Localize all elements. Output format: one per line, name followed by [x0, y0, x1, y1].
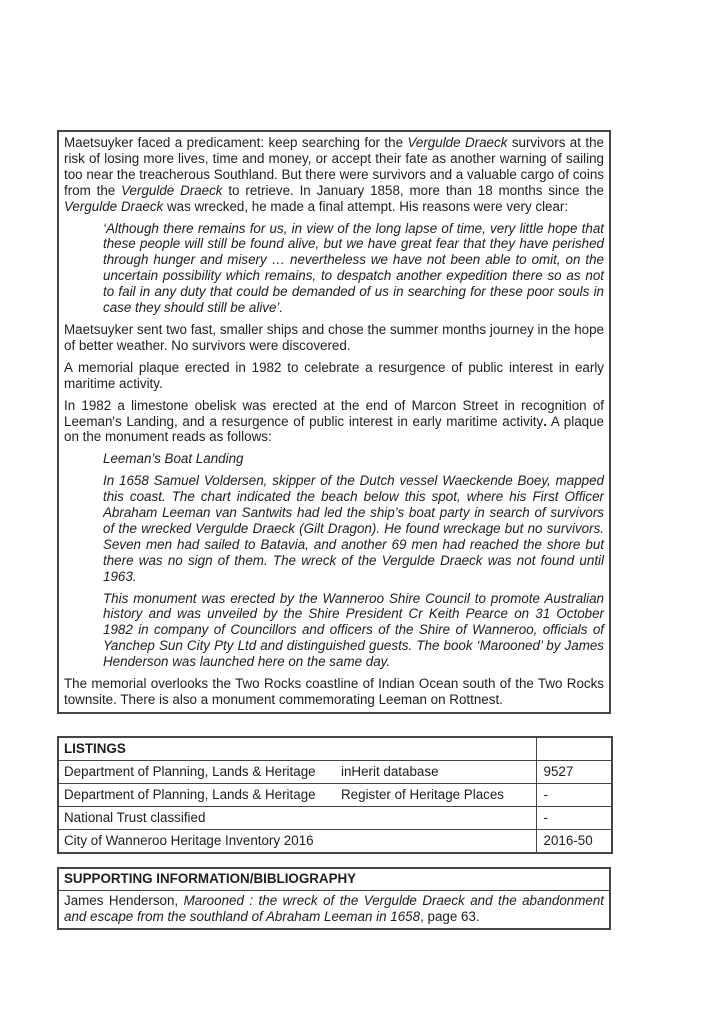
listings-row [58, 783, 612, 806]
listing-register-name [336, 806, 536, 829]
paragraph: In 1658 Samuel Voldersen, skipper of the Dutch vessel Waeckende Boey, mapped this coast. The chart indicated the beach below this spot, where his First Officer Abraham Leeman van Santwits had led the ship’s boat party in search of survivors of the wrecked Vergulde Draeck (Gilt Dragon). He found wreckage but no survivors. Seven men had sailed to Batavia, and another 69 men had reached the shore but there was no sign of them. The wreck of the Vergulde Draeck was not found until 1963. [103, 473, 604, 584]
listing-organisation: Department of Planning, Lands & Heritage [58, 760, 336, 783]
paragraph: The memorial overlooks the Two Rocks coastline of Indian Ocean south of the Two Rocks townsite. There is also a monument commemorating Leeman on Rottnest. [64, 676, 604, 707]
paragraph: Leeman’s Boat Landing [103, 451, 244, 467]
listing-register-name: Register of Heritage Places [336, 783, 536, 806]
page-content [57, 130, 611, 930]
paragraph: A memorial plaque erected in 1982 to celebrate a resurgence of public interest in early maritime activity. [64, 359, 604, 391]
paragraph: In 1982 a limestone obelisk was erected at the end of Marcon Street in recognition of Leeman's Landing, and a resurgence of public interest in early maritime activity. A plaque on the monument reads as follows: [64, 397, 605, 445]
listings-row [58, 829, 612, 853]
listing-reference-number: 2016-50 [536, 829, 612, 853]
bibliography-entry: James Henderson, Marooned : the wreck of the Vergulde Draeck and the abandonment and escape from the southland of Abraham Leeman in 1658, page 63. [64, 892, 605, 924]
paragraph: Maetsuyker faced a predicament: keep searching for the Vergulde Draeck survivors at the risk of losing more lives, time and money, or accept their fate as another warning of sailing too near the treacherous Southland. But there were survivors and a valuable cargo of coins from the Vergulde Draeck to retrieve. In January 1858, more than 18 months since the Vergulde Draeck was wrecked, he made a final attempt. His reasons were very clear: [64, 135, 604, 214]
paragraph: ‘Although there remains for us, in view of the long lapse of time, very little hope that these people will still be found alive, but we have great fear that they have perished through hunger and misery … nevertheless we have not been able to omit, on the uncertain possibility which remains, to despatch another expedition there so as not to fail in any duty that could be demanded of us in searching for these poor souls in case they should still be alive’. [103, 220, 604, 316]
bibliography-header: SUPPORTING INFORMATION/BIBLIOGRAPHY [58, 868, 610, 891]
listing-reference-number: - [536, 806, 612, 829]
listings-header-ref-cell [536, 737, 612, 761]
bibliography-entry-row [58, 890, 610, 928]
paragraph: Maetsuyker sent two fast, smaller ships and chose the summer months journey in the hope of better weather. No survivors were discovered. [64, 321, 604, 353]
listings-table [57, 736, 613, 854]
bibliography-table [57, 867, 611, 930]
listing-organisation: National Trust classified [58, 806, 336, 829]
listing-register-name [336, 829, 536, 853]
listing-reference-number: - [536, 783, 612, 806]
listings-header-row [58, 737, 612, 761]
listing-organisation: Department of Planning, Lands & Heritage [58, 783, 336, 806]
listings-row [58, 760, 612, 783]
listings-header: LISTINGS [58, 737, 536, 761]
listing-organisation: City of Wanneroo Heritage Inventory 2016 [58, 829, 336, 853]
bibliography-header-row [58, 868, 610, 891]
main-text-box [57, 130, 611, 714]
listing-register-name: inHerit database [336, 760, 536, 783]
listings-row [58, 806, 612, 829]
paragraph: This monument was erected by the Wanneroo Shire Council to promote Australian history and was unveiled by the Shire President Cr Keith Pearce on 31 October 1982 in company of Councillors and officers of the Shire of Wanneroo, officials of Yanchep Sun City Pty Ltd and distinguished guests. The book ‘Marooned’ by James Henderson was launched here on the same day. [103, 590, 604, 670]
listing-reference-number: 9527 [536, 760, 612, 783]
